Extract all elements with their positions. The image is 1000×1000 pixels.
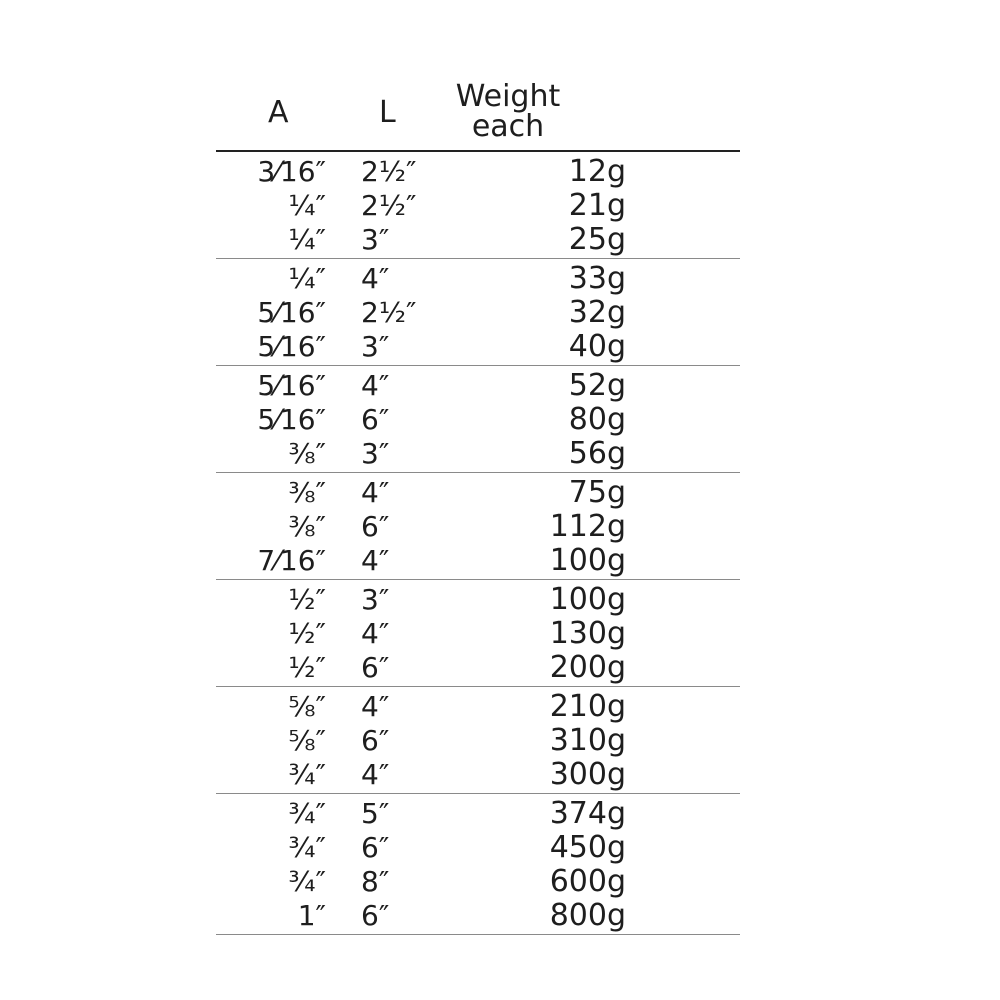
weight-value: 100g [549,582,626,617]
l-value: 6″ [361,899,390,932]
column-header-l: L [379,95,396,130]
table-row [216,510,740,544]
weight-value: 80g [568,402,626,437]
weight-value: 200g [549,650,626,685]
a-value: ¾″ [288,831,326,864]
table-row [216,899,740,933]
column-header-weight-line2: each [471,109,545,144]
a-value: 5⁄16″ [257,330,326,363]
weight-value: 450g [549,830,626,865]
table-body [216,152,740,935]
weight-value: 56g [568,436,626,471]
l-value: 3″ [361,437,390,470]
table-row [216,583,740,617]
l-value: 4″ [361,369,390,402]
l-value: 4″ [361,262,390,295]
a-value: ¼″ [288,223,326,256]
l-value: 3″ [361,223,390,256]
weight-value: 25g [568,222,626,257]
table-row [216,369,740,403]
l-value: 6″ [361,403,390,436]
l-value: 2½″ [361,189,417,222]
column-header-weight [438,79,578,144]
table-row [216,690,740,724]
table-row [216,155,740,189]
l-value: 3″ [361,330,390,363]
a-value: 7⁄16″ [257,544,326,577]
column-header-weight-line1: Weight [455,79,561,114]
table-row [216,865,740,899]
a-value: 3⁄16″ [257,155,326,188]
a-value: ⅜″ [288,476,326,509]
spec-table [216,80,740,935]
a-value: 1″ [297,899,326,932]
l-value: 6″ [361,651,390,684]
row-group [216,473,740,580]
weight-value: 100g [549,543,626,578]
table-row [216,758,740,792]
table-row [216,651,740,685]
a-value: 5⁄16″ [257,403,326,436]
weight-value: 40g [568,329,626,364]
table-header [216,80,740,152]
table-row [216,403,740,437]
row-group [216,366,740,473]
weight-value: 374g [549,796,626,831]
weight-value: 210g [549,689,626,724]
row-group [216,794,740,935]
weight-value: 75g [568,475,626,510]
l-value: 6″ [361,510,390,543]
table-row [216,724,740,758]
table-row [216,189,740,223]
weight-value: 130g [549,616,626,651]
column-header-a: A [268,95,289,130]
l-value: 2½″ [361,296,417,329]
l-value: 4″ [361,544,390,577]
a-value: ¼″ [288,262,326,295]
l-value: 4″ [361,617,390,650]
table-row [216,797,740,831]
weight-value: 32g [568,295,626,330]
a-value: ½″ [288,617,326,650]
weight-value: 300g [549,757,626,792]
a-value: ¼″ [288,189,326,222]
weight-value: 600g [549,864,626,899]
l-value: 5″ [361,797,390,830]
table-row [216,831,740,865]
a-value: ⅝″ [288,690,326,723]
a-value: ¾″ [288,865,326,898]
l-value: 6″ [361,724,390,757]
row-group [216,687,740,794]
l-value: 4″ [361,476,390,509]
l-value: 2½″ [361,155,417,188]
weight-value: 52g [568,368,626,403]
table-row [216,476,740,510]
weight-value: 12g [568,154,626,189]
l-value: 3″ [361,583,390,616]
table-row [216,223,740,257]
row-group [216,580,740,687]
table-row [216,296,740,330]
l-value: 8″ [361,865,390,898]
a-value: ¾″ [288,758,326,791]
a-value: 5⁄16″ [257,296,326,329]
l-value: 6″ [361,831,390,864]
table-row [216,617,740,651]
table-row [216,262,740,296]
a-value: ½″ [288,583,326,616]
a-value: ⅜″ [288,510,326,543]
l-value: 4″ [361,690,390,723]
a-value: ⅜″ [288,437,326,470]
weight-value: 33g [568,261,626,296]
a-value: 5⁄16″ [257,369,326,402]
table-row [216,330,740,364]
a-value: ¾″ [288,797,326,830]
row-group [216,259,740,366]
l-value: 4″ [361,758,390,791]
a-value: ½″ [288,651,326,684]
table-row [216,544,740,578]
table-row [216,437,740,471]
row-group [216,152,740,259]
weight-value: 800g [549,898,626,933]
weight-value: 310g [549,723,626,758]
a-value: ⅝″ [288,724,326,757]
weight-value: 112g [549,509,626,544]
weight-value: 21g [568,188,626,223]
